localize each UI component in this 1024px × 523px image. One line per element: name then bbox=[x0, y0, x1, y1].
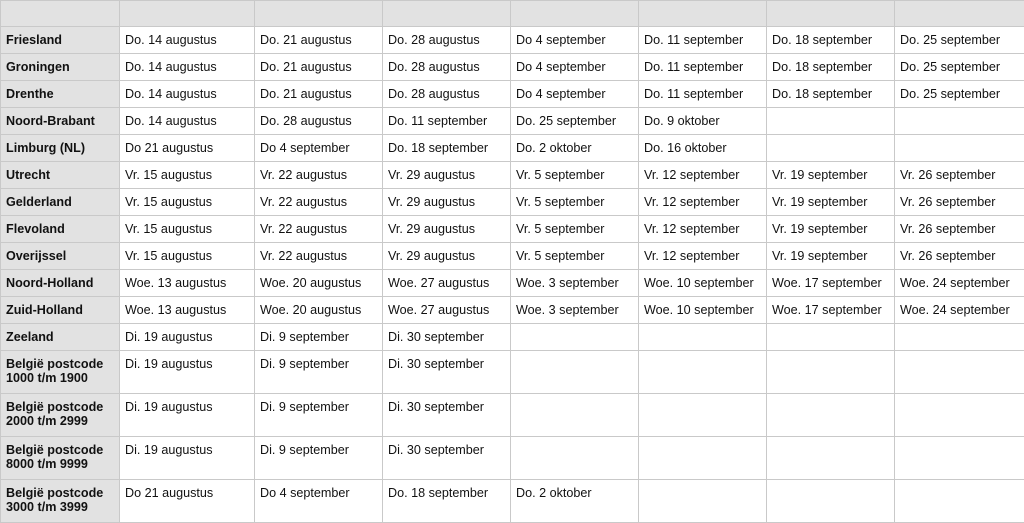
date-cell: Woe. 13 augustus bbox=[120, 297, 255, 324]
table-row bbox=[1, 243, 1024, 270]
date-cell: Do. 28 augustus bbox=[383, 54, 511, 81]
region-cell: België postcode 3000 t/m 3999 bbox=[1, 480, 120, 523]
date-cell: Do 21 augustus bbox=[120, 480, 255, 523]
region-cell: Noord-Brabant bbox=[1, 108, 120, 135]
date-cell: Woe. 27 augustus bbox=[383, 270, 511, 297]
date-cell: Do. 25 september bbox=[895, 54, 1024, 81]
date-cell: Vr. 19 september bbox=[767, 189, 895, 216]
date-cell bbox=[895, 480, 1024, 523]
date-cell bbox=[639, 480, 767, 523]
table-row bbox=[1, 81, 1024, 108]
date-cell: Do 4 september bbox=[511, 27, 639, 54]
date-cell bbox=[895, 394, 1024, 437]
date-cell: Do. 11 september bbox=[639, 27, 767, 54]
header-cell bbox=[639, 1, 767, 27]
date-cell: Vr. 26 september bbox=[895, 189, 1024, 216]
date-cell: Vr. 15 augustus bbox=[120, 243, 255, 270]
table-row bbox=[1, 297, 1024, 324]
date-cell: Vr. 12 september bbox=[639, 162, 767, 189]
table-row bbox=[1, 324, 1024, 351]
date-cell: Vr. 29 augustus bbox=[383, 243, 511, 270]
date-cell: Di. 19 augustus bbox=[120, 394, 255, 437]
date-cell bbox=[895, 324, 1024, 351]
date-cell: Vr. 29 augustus bbox=[383, 162, 511, 189]
date-cell: Do 4 september bbox=[511, 54, 639, 81]
date-cell: Do. 18 september bbox=[767, 81, 895, 108]
header-cell bbox=[255, 1, 383, 27]
header-cell bbox=[383, 1, 511, 27]
date-cell bbox=[895, 135, 1024, 162]
region-cell: Zeeland bbox=[1, 324, 120, 351]
table-row bbox=[1, 108, 1024, 135]
date-cell: Do. 25 september bbox=[511, 108, 639, 135]
date-cell: Vr. 19 september bbox=[767, 243, 895, 270]
date-cell: Do. 25 september bbox=[895, 27, 1024, 54]
date-cell bbox=[767, 394, 895, 437]
date-cell: Do. 2 oktober bbox=[511, 135, 639, 162]
date-cell: Di. 9 september bbox=[255, 394, 383, 437]
region-cell: Noord-Holland bbox=[1, 270, 120, 297]
date-cell: Vr. 12 september bbox=[639, 243, 767, 270]
date-cell bbox=[767, 351, 895, 394]
region-cell: Utrecht bbox=[1, 162, 120, 189]
table-row bbox=[1, 189, 1024, 216]
date-cell: Do. 18 september bbox=[383, 135, 511, 162]
date-cell: Vr. 19 september bbox=[767, 162, 895, 189]
date-cell: Woe. 13 augustus bbox=[120, 270, 255, 297]
date-cell: Woe. 20 augustus bbox=[255, 297, 383, 324]
date-cell bbox=[639, 324, 767, 351]
date-cell: Do. 21 augustus bbox=[255, 81, 383, 108]
date-cell: Vr. 15 augustus bbox=[120, 216, 255, 243]
date-cell: Woe. 27 augustus bbox=[383, 297, 511, 324]
date-cell: Vr. 22 augustus bbox=[255, 189, 383, 216]
region-cell: België postcode 8000 t/m 9999 bbox=[1, 437, 120, 480]
date-cell: Vr. 5 september bbox=[511, 189, 639, 216]
date-cell: Do. 9 oktober bbox=[639, 108, 767, 135]
date-cell bbox=[639, 351, 767, 394]
date-cell: Do. 14 augustus bbox=[120, 27, 255, 54]
date-cell: Woe. 10 september bbox=[639, 270, 767, 297]
date-cell: Do. 21 augustus bbox=[255, 27, 383, 54]
date-cell: Vr. 12 september bbox=[639, 189, 767, 216]
date-cell: Di. 19 augustus bbox=[120, 324, 255, 351]
date-cell: Do. 28 augustus bbox=[383, 27, 511, 54]
date-cell: Do 4 september bbox=[255, 135, 383, 162]
date-cell: Do 21 augustus bbox=[120, 135, 255, 162]
date-cell: Do. 18 september bbox=[767, 27, 895, 54]
date-cell bbox=[767, 135, 895, 162]
date-cell: Vr. 12 september bbox=[639, 216, 767, 243]
date-cell: Woe. 24 september bbox=[895, 270, 1024, 297]
table-row bbox=[1, 54, 1024, 81]
date-cell bbox=[511, 351, 639, 394]
date-cell: Woe. 10 september bbox=[639, 297, 767, 324]
date-cell: Do. 18 september bbox=[767, 54, 895, 81]
date-cell: Do. 18 september bbox=[383, 480, 511, 523]
date-cell: Woe. 17 september bbox=[767, 297, 895, 324]
date-cell: Woe. 20 augustus bbox=[255, 270, 383, 297]
date-cell: Woe. 17 september bbox=[767, 270, 895, 297]
date-cell: Vr. 5 september bbox=[511, 243, 639, 270]
region-cell: België postcode 1000 t/m 1900 bbox=[1, 351, 120, 394]
date-cell: Do. 11 september bbox=[383, 108, 511, 135]
date-cell bbox=[767, 324, 895, 351]
date-cell: Do. 14 augustus bbox=[120, 108, 255, 135]
date-cell: Di. 9 september bbox=[255, 324, 383, 351]
date-cell: Vr. 5 september bbox=[511, 216, 639, 243]
date-cell: Vr. 26 september bbox=[895, 162, 1024, 189]
header-cell bbox=[1, 1, 120, 27]
table-row bbox=[1, 135, 1024, 162]
date-cell bbox=[639, 437, 767, 480]
date-cell: Di. 9 september bbox=[255, 351, 383, 394]
date-cell: Di. 30 september bbox=[383, 437, 511, 480]
date-cell: Vr. 22 augustus bbox=[255, 216, 383, 243]
date-cell bbox=[895, 437, 1024, 480]
region-cell: Drenthe bbox=[1, 81, 120, 108]
date-cell: Di. 30 september bbox=[383, 324, 511, 351]
date-cell: Vr. 19 september bbox=[767, 216, 895, 243]
date-cell: Vr. 29 augustus bbox=[383, 216, 511, 243]
date-cell: Vr. 22 augustus bbox=[255, 162, 383, 189]
header-cell bbox=[895, 1, 1024, 27]
date-cell: Do. 11 september bbox=[639, 81, 767, 108]
date-cell: Di. 19 augustus bbox=[120, 437, 255, 480]
date-cell: Woe. 24 september bbox=[895, 297, 1024, 324]
date-cell: Do. 2 oktober bbox=[511, 480, 639, 523]
date-cell: Do 4 september bbox=[511, 81, 639, 108]
date-cell bbox=[895, 108, 1024, 135]
table-row bbox=[1, 162, 1024, 189]
date-cell bbox=[511, 324, 639, 351]
date-cell: Vr. 26 september bbox=[895, 216, 1024, 243]
date-cell: Do. 14 augustus bbox=[120, 81, 255, 108]
date-cell bbox=[511, 394, 639, 437]
region-cell: Zuid-Holland bbox=[1, 297, 120, 324]
table-row bbox=[1, 216, 1024, 243]
region-cell: Gelderland bbox=[1, 189, 120, 216]
table-row bbox=[1, 270, 1024, 297]
region-cell: Groningen bbox=[1, 54, 120, 81]
date-cell: Woe. 3 september bbox=[511, 297, 639, 324]
date-cell bbox=[511, 437, 639, 480]
date-cell bbox=[639, 394, 767, 437]
date-cell: Vr. 29 augustus bbox=[383, 189, 511, 216]
date-cell: Di. 9 september bbox=[255, 437, 383, 480]
table-row bbox=[1, 27, 1024, 54]
date-cell: Woe. 3 september bbox=[511, 270, 639, 297]
date-cell: Vr. 15 augustus bbox=[120, 162, 255, 189]
header-cell bbox=[767, 1, 895, 27]
region-cell: Overijssel bbox=[1, 243, 120, 270]
date-cell: Do. 21 augustus bbox=[255, 54, 383, 81]
region-cell: Flevoland bbox=[1, 216, 120, 243]
date-cell bbox=[767, 480, 895, 523]
date-cell: Do. 11 september bbox=[639, 54, 767, 81]
date-cell: Vr. 22 augustus bbox=[255, 243, 383, 270]
region-cell: Friesland bbox=[1, 27, 120, 54]
date-cell bbox=[767, 437, 895, 480]
date-cell: Di. 19 augustus bbox=[120, 351, 255, 394]
date-cell: Di. 30 september bbox=[383, 394, 511, 437]
date-cell: Do. 28 augustus bbox=[255, 108, 383, 135]
table-row bbox=[1, 351, 1024, 394]
region-cell: Limburg (NL) bbox=[1, 135, 120, 162]
date-cell: Do 4 september bbox=[255, 480, 383, 523]
date-cell: Vr. 26 september bbox=[895, 243, 1024, 270]
table-row bbox=[1, 480, 1024, 523]
date-cell: Di. 30 september bbox=[383, 351, 511, 394]
table-row bbox=[1, 437, 1024, 480]
table-row bbox=[1, 394, 1024, 437]
date-cell: Vr. 5 september bbox=[511, 162, 639, 189]
date-cell: Do. 25 september bbox=[895, 81, 1024, 108]
date-cell bbox=[895, 351, 1024, 394]
header-cell bbox=[120, 1, 255, 27]
date-cell: Do. 14 augustus bbox=[120, 54, 255, 81]
header-cell bbox=[511, 1, 639, 27]
header-row bbox=[1, 1, 1024, 27]
date-cell: Do. 16 oktober bbox=[639, 135, 767, 162]
date-cell: Do. 28 augustus bbox=[383, 81, 511, 108]
region-cell: België postcode 2000 t/m 2999 bbox=[1, 394, 120, 437]
date-cell: Vr. 15 augustus bbox=[120, 189, 255, 216]
date-cell bbox=[767, 108, 895, 135]
